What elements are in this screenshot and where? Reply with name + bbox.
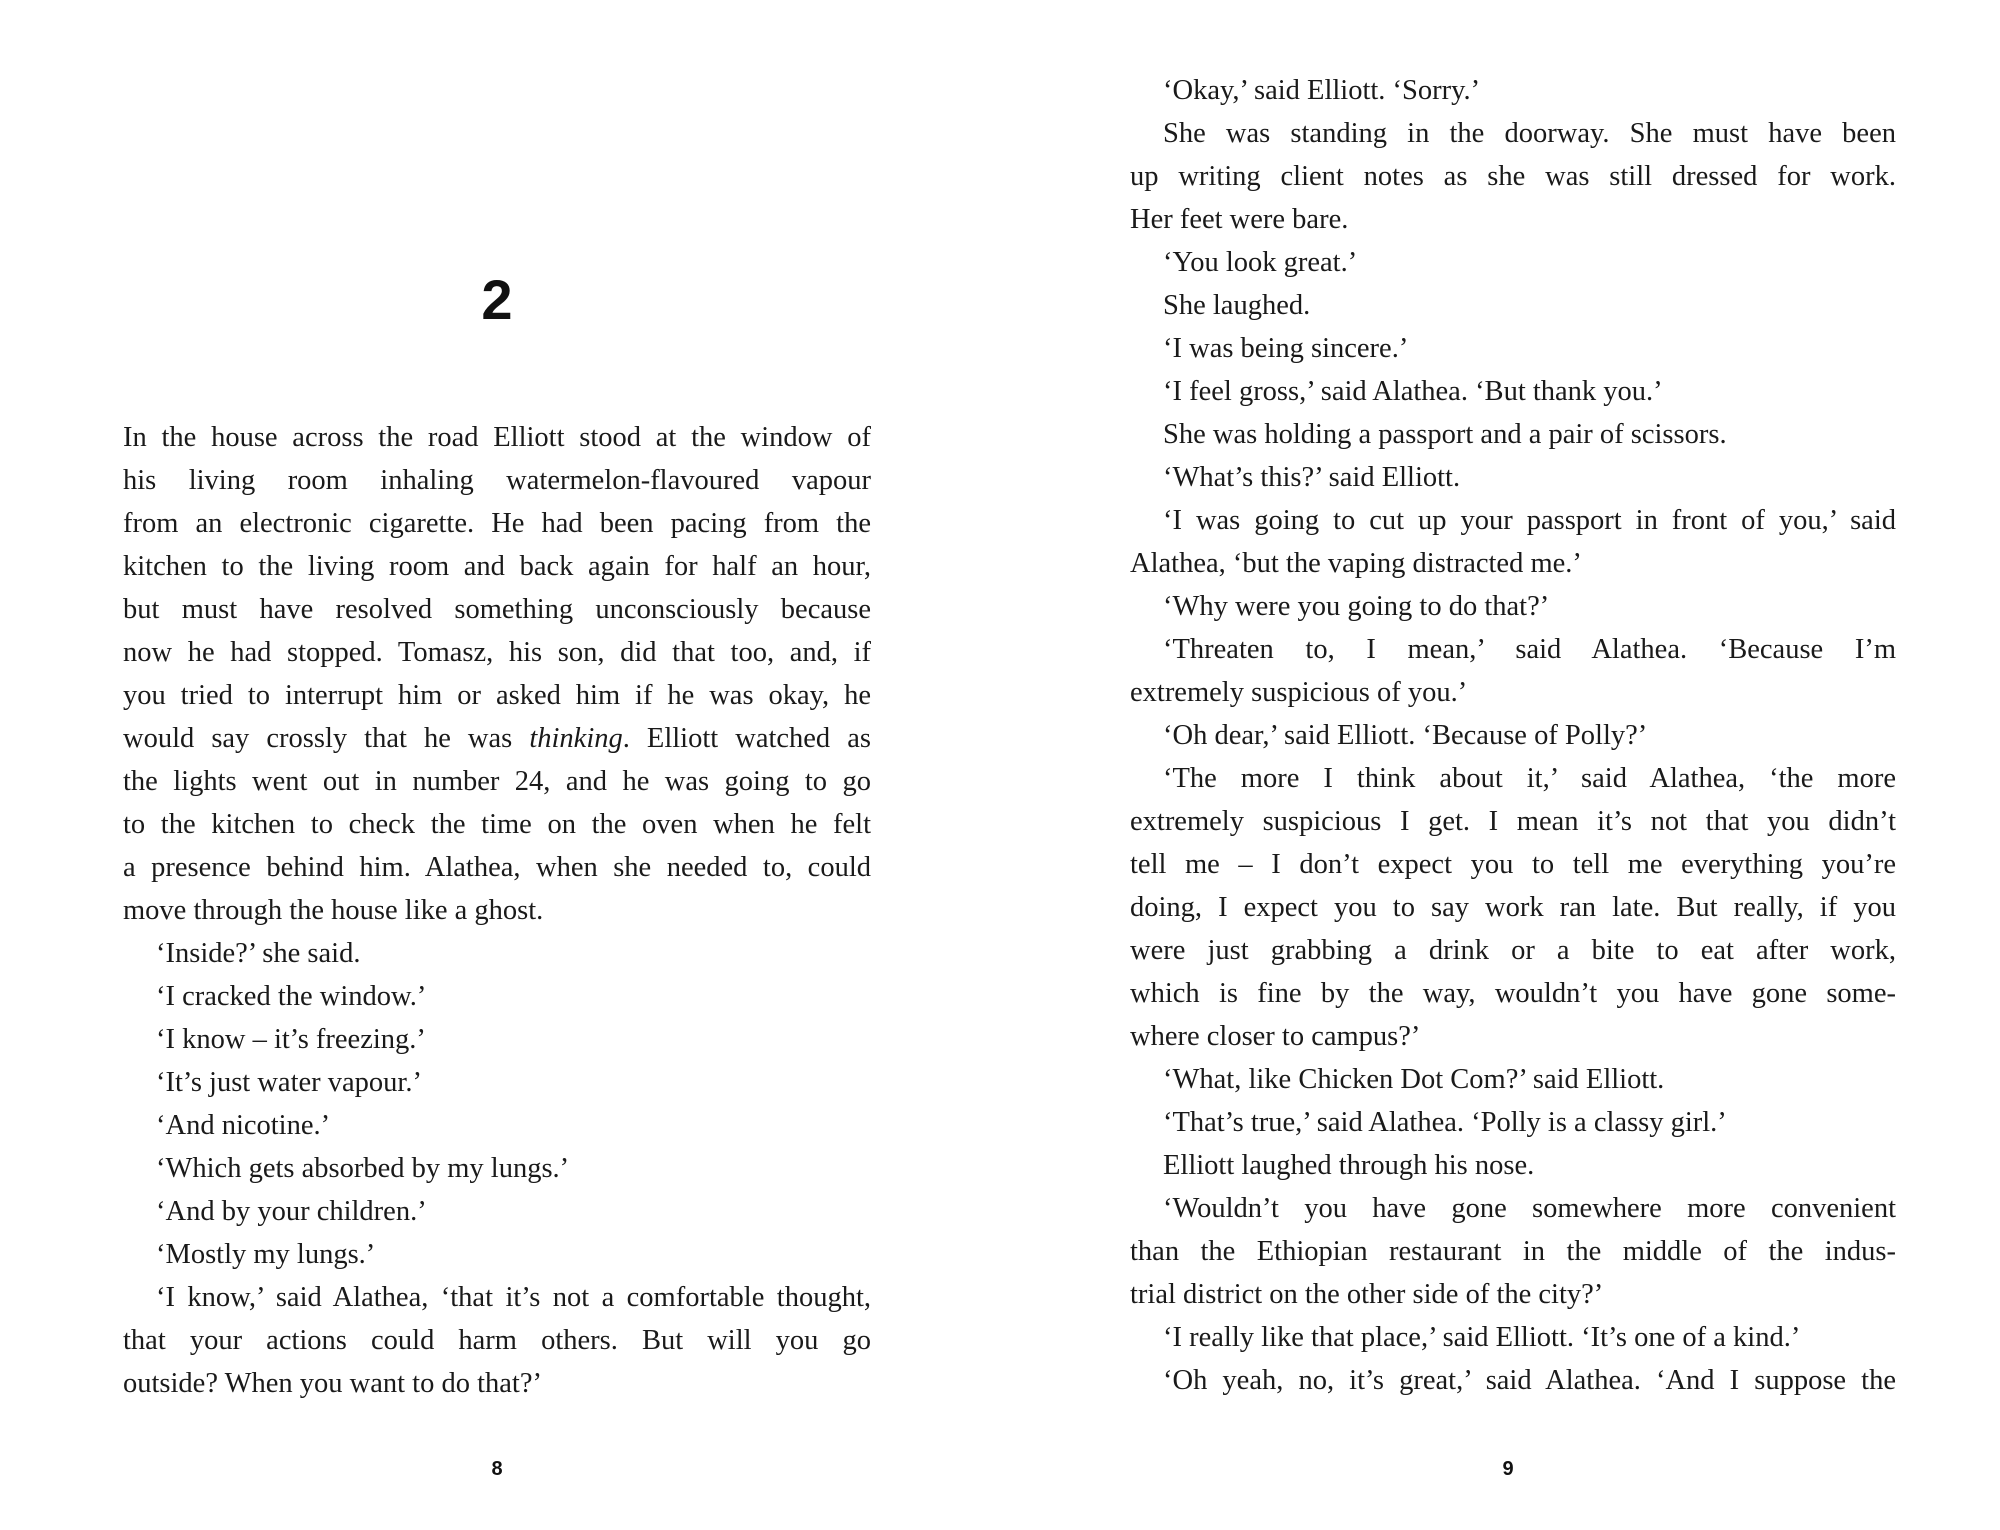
text-line: outside? When you want to do that?’ (123, 1368, 542, 1399)
text-line: ‘Oh dear,’ said Elliott. ‘Because of Polly?’ (1163, 720, 1648, 751)
text-line (123, 717, 871, 760)
text-line: ‘I know – it’s freezing.’ (156, 1024, 426, 1055)
text-line: ‘It’s just water vapour.’ (156, 1067, 422, 1098)
italic-word: thinking (529, 723, 623, 754)
text-line: his living room inhaling watermelon-flavoured vapour (123, 465, 871, 496)
text-line: extremely suspicious I get. I mean it’s not that you didn’t (1130, 806, 1896, 837)
text-line: where closer to campus?’ (1130, 1021, 1421, 1052)
text-line: ‘And nicotine.’ (156, 1110, 331, 1141)
text-line: than the Ethiopian restaurant in the middle of the indus- (1130, 1236, 1896, 1267)
text-line: ‘Which gets absorbed by my lungs.’ (156, 1153, 570, 1184)
right-page-body-text (1130, 69, 1896, 1402)
text-line: a presence behind him. Alathea, when she needed to, could (123, 852, 871, 883)
text-line: now he had stopped. Tomasz, his son, did that too, and, if (123, 637, 871, 668)
text-line: which is fine by the way, wouldn’t you have gone some- (1130, 978, 1896, 1009)
page-number-right: 9 (1502, 1458, 1514, 1480)
text-line: Alathea, ‘but the vaping distracted me.’ (1130, 548, 1582, 579)
text-line: move through the house like a ghost. (123, 895, 544, 926)
text-line: ‘The more I think about it,’ said Alathea, ‘the more (1163, 763, 1896, 794)
text-line: ‘I was being sincere.’ (1163, 333, 1409, 364)
text-line: but must have resolved something unconsciously because (123, 594, 871, 625)
text-line: ‘That’s true,’ said Alathea. ‘Polly is a classy girl.’ (1163, 1107, 1727, 1138)
text-line: Her feet were bare. (1130, 204, 1349, 235)
text-line: ‘You look great.’ (1163, 247, 1358, 278)
text-line: ‘I really like that place,’ said Elliott. ‘It’s one of a kind.’ (1163, 1322, 1801, 1353)
text-line: Elliott laughed through his nose. (1163, 1150, 1535, 1181)
text-line: ‘Wouldn’t you have gone somewhere more convenient (1163, 1193, 1896, 1224)
text-line: ‘Oh yeah, no, it’s great,’ said Alathea. ‘And I suppose the (1163, 1365, 1896, 1396)
text-line: doing, I expect you to say work ran late. But really, if you (1130, 892, 1896, 923)
text-line: tell me – I don’t expect you to tell me everything you’re (1130, 849, 1896, 880)
text-line: ‘Threaten to, I mean,’ said Alathea. ‘Because I’m (1163, 634, 1896, 665)
text-line: kitchen to the living room and back again for half an hour, (123, 551, 871, 582)
text-line: you tried to interrupt him or asked him if he was okay, he (123, 680, 871, 711)
text-line: ‘I feel gross,’ said Alathea. ‘But thank you.’ (1163, 376, 1663, 407)
page-number-left: 8 (491, 1458, 503, 1480)
left-page-body-text (123, 416, 871, 1405)
text-line: that your actions could harm others. But will you go (123, 1325, 871, 1356)
text-line: were just grabbing a drink or a bite to eat after work, (1130, 935, 1896, 966)
chapter-number: 2 (481, 268, 513, 331)
text-line: up writing client notes as she was still dressed for work. (1130, 161, 1896, 192)
text-line: ‘I cracked the window.’ (156, 981, 427, 1012)
text-line: the lights went out in number 24, and he was going to go (123, 766, 871, 797)
text-line: to the kitchen to check the time on the oven when he felt (123, 809, 871, 840)
text-segment: would say crossly that he was (123, 723, 530, 754)
text-line: ‘What’s this?’ said Elliott. (1163, 462, 1461, 493)
text-line: ‘Mostly my lungs.’ (156, 1239, 376, 1270)
text-line: In the house across the road Elliott stood at the window of (123, 422, 871, 453)
text-line: ‘I know,’ said Alathea, ‘that it’s not a comfortable thought, (156, 1282, 871, 1313)
text-line: ‘And by your children.’ (156, 1196, 427, 1227)
text-line: She laughed. (1163, 290, 1311, 321)
text-line: ‘What, like Chicken Dot Com?’ said Elliott. (1163, 1064, 1665, 1095)
right-page (1000, 0, 2000, 1530)
text-line: ‘I was going to cut up your passport in front of you,’ said (1163, 505, 1896, 536)
text-line: extremely suspicious of you.’ (1130, 677, 1468, 708)
text-line: She was standing in the doorway. She must have been (1163, 118, 1896, 149)
text-line: She was holding a passport and a pair of scissors. (1163, 419, 1727, 450)
text-line: from an electronic cigarette. He had been pacing from the (123, 508, 871, 539)
text-line: trial district on the other side of the city?’ (1130, 1279, 1604, 1310)
text-line: ‘Inside?’ she said. (156, 938, 361, 969)
text-line: ‘Why were you going to do that?’ (1163, 591, 1550, 622)
text-line: ‘Okay,’ said Elliott. ‘Sorry.’ (1163, 75, 1481, 106)
text-segment: . Elliott watched as (622, 723, 871, 754)
